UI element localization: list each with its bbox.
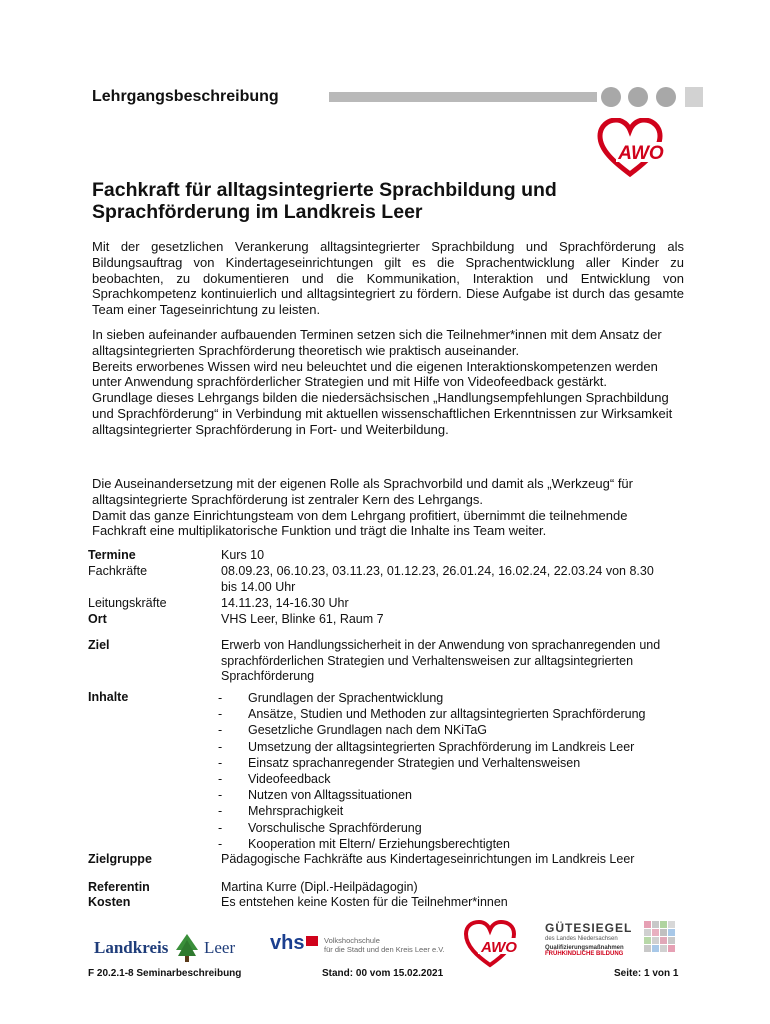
leitung-value: 14.11.23, 14-16.30 Uhr (221, 596, 349, 610)
fachkraefte-label: Fachkräfte (88, 564, 148, 578)
fachkraefte-time: bis 14.00 Uhr (221, 580, 296, 594)
list-item: - Vorschulische Sprachförderung (218, 820, 645, 836)
list-item: - Nutzen von Alltagssituationen (218, 787, 645, 803)
list-item: - Einsatz sprachanregender Strategien und Verhaltensweisen (218, 755, 645, 771)
list-item: - Gesetzliche Grundlagen nach dem NKiTaG (218, 722, 645, 738)
paragraph-line: Die Auseinandersetzung mit der eigenen Rolle als Sprachvorbild und damit als „Werkzeug“ für alltagsintegrierte Sprachförderung ist zentraler Kern des Lehrgangs. (92, 476, 633, 507)
landkreis-logo-text: Leer (204, 938, 236, 957)
kosten-value: Es entstehen keine Kosten für die Teilnehmer*innen (221, 895, 508, 909)
method-paragraph (92, 327, 684, 438)
vhs-logo-mark (306, 936, 318, 946)
header-dot (601, 87, 621, 107)
landkreis-logo-text: Landkreis (94, 938, 169, 957)
zielgruppe-label: Zielgruppe (88, 852, 152, 866)
header-square (685, 87, 703, 107)
guetesiegel-title: GÜTESIEGEL (545, 921, 633, 935)
vhs-logo (270, 930, 450, 964)
termine-label: Termine (88, 548, 136, 562)
guetesiegel-mosaic-icon (644, 921, 676, 955)
document-type-title: Lehrgangsbeschreibung (92, 88, 279, 105)
paragraph-line: Grundlage dieses Lehrgangs bilden die niedersächsischen „Handlungsempfehlungen Sprachbildung und Sprachförderung“ in Verbindung mit aktuellen wissenschaftlichen Erkenntnissen zur Wirksamkeit alltagsintegrierter Sprachförderung in Fort- und Weiterbildung. (92, 390, 673, 437)
list-item: - Ansätze, Studien und Methoden zur alltagsintegrierten Sprachförderung (218, 706, 645, 722)
course-title-line: Sprachförderung im Landkreis Leer (92, 201, 423, 223)
vhs-logo-subtext: für die Stadt und den Kreis Leer e.V. (324, 945, 445, 954)
awo-logo (596, 118, 668, 178)
awo-logo-text: AWO (618, 143, 664, 164)
list-item: - Videofeedback (218, 771, 645, 787)
intro-paragraph: Mit der gesetzlichen Verankerung alltagsintegrierter Sprachbildung und Sprachförderung als Bildungsauftrag von Kindertageseinrichtungen gilt es die Sprachentwicklung aller Kinder zu beobachten, zu dokumentieren und die Kommunikation, Interaktion und Entwicklung von Sprachkompetenz kontinuierlich und alltagsintegriert zu fördern. Diese Aufgabe ist durch das gesamte Team einer Tageseinrichtung zu leisten. (92, 239, 684, 318)
landkreis-leer-logo (94, 930, 244, 964)
list-item: - Grundlagen der Sprachentwicklung (218, 690, 645, 706)
document-stand: Stand: 00 vom 15.02.2021 (322, 968, 444, 979)
awo-footer-logo-text: AWO (481, 939, 517, 956)
leitung-label: Leitungskräfte (88, 596, 167, 610)
inhalte-label: Inhalte (88, 690, 129, 704)
header-dot (628, 87, 648, 107)
fachkraefte-dates: 08.09.23, 06.10.23, 03.11.23, 01.12.23, 26.01.24, 16.02.24, 22.03.24 von 8.30 (221, 564, 654, 578)
referentin-value: Martina Kurre (Dipl.-Heilpädagogin) (221, 880, 418, 894)
header-bar (329, 92, 597, 102)
page-number: Seite: 1 von 1 (614, 968, 679, 979)
ziel-label: Ziel (88, 638, 110, 652)
guetesiegel-subtext: des Landes Niedersachsen (545, 936, 618, 942)
vhs-logo-subtext: Volkshochschule (324, 936, 380, 945)
referentin-label: Referentin (88, 880, 150, 894)
course-title (92, 179, 692, 223)
ort-value: VHS Leer, Blinke 61, Raum 7 (221, 612, 384, 626)
kosten-label: Kosten (88, 895, 131, 909)
termine-value: Kurs 10 (221, 548, 265, 562)
list-item: - Mehrsprachigkeit (218, 803, 645, 819)
header-dot (656, 87, 676, 107)
paragraph-line: Damit das ganze Einrichtungsteam von dem Lehrgang profitiert, übernimmt die teilnehmende Fachkraft eine multiplikatorische Funktion und trägt die Inhalte ins Team weiter. (92, 507, 628, 539)
paragraph-line: Bereits erworbenes Wissen wird neu beleuchtet und die eigenen Interaktionskompetenzen werden unter Anwendung sprachförderlicher Strategien und mit Hilfe von Videofeedback gestärkt. (92, 358, 658, 390)
vhs-logo-text: vhs (270, 932, 305, 954)
list-item: - Kooperation mit Eltern/ Erziehungsberechtigten (218, 836, 645, 852)
list-item: - Umsetzung der alltagsintegrierten Sprachförderung im Landkreis Leer (218, 739, 645, 755)
guetesiegel-logo (545, 921, 635, 957)
ziel-value: Erwerb von Handlungssicherheit in der Anwendung von sprachanregenden und sprachförderlichen Strategien und Verhaltensweisen zur alltagsintegrierten Sprachförderung (221, 638, 661, 683)
document-id: F 20.2.1-8 Seminarbeschreibung (88, 968, 242, 979)
course-title-line: Fachkraft für alltagsintegrierte Sprachbildung und (92, 179, 557, 201)
guetesiegel-subtext: Qualifizierungsmaßnahmen (545, 945, 624, 951)
paragraph-line: In sieben aufeinander aufbauenden Terminen setzen sich die Teilnehmer*innen mit dem Ansatz der alltagsintegrierten Sprachförderung theoretisch wie praktisch auseinander. (92, 327, 662, 358)
guetesiegel-subtext: FRÜHKINDLICHE BILDUNG (545, 951, 624, 957)
core-paragraph (92, 476, 684, 539)
zielgruppe-value: Pädagogische Fachkräfte aus Kindertageseinrichtungen im Landkreis Leer (221, 852, 635, 866)
awo-footer-logo (462, 920, 522, 968)
ort-label: Ort (88, 612, 107, 626)
tree-icon (174, 932, 200, 962)
inhalte-list (218, 690, 645, 852)
